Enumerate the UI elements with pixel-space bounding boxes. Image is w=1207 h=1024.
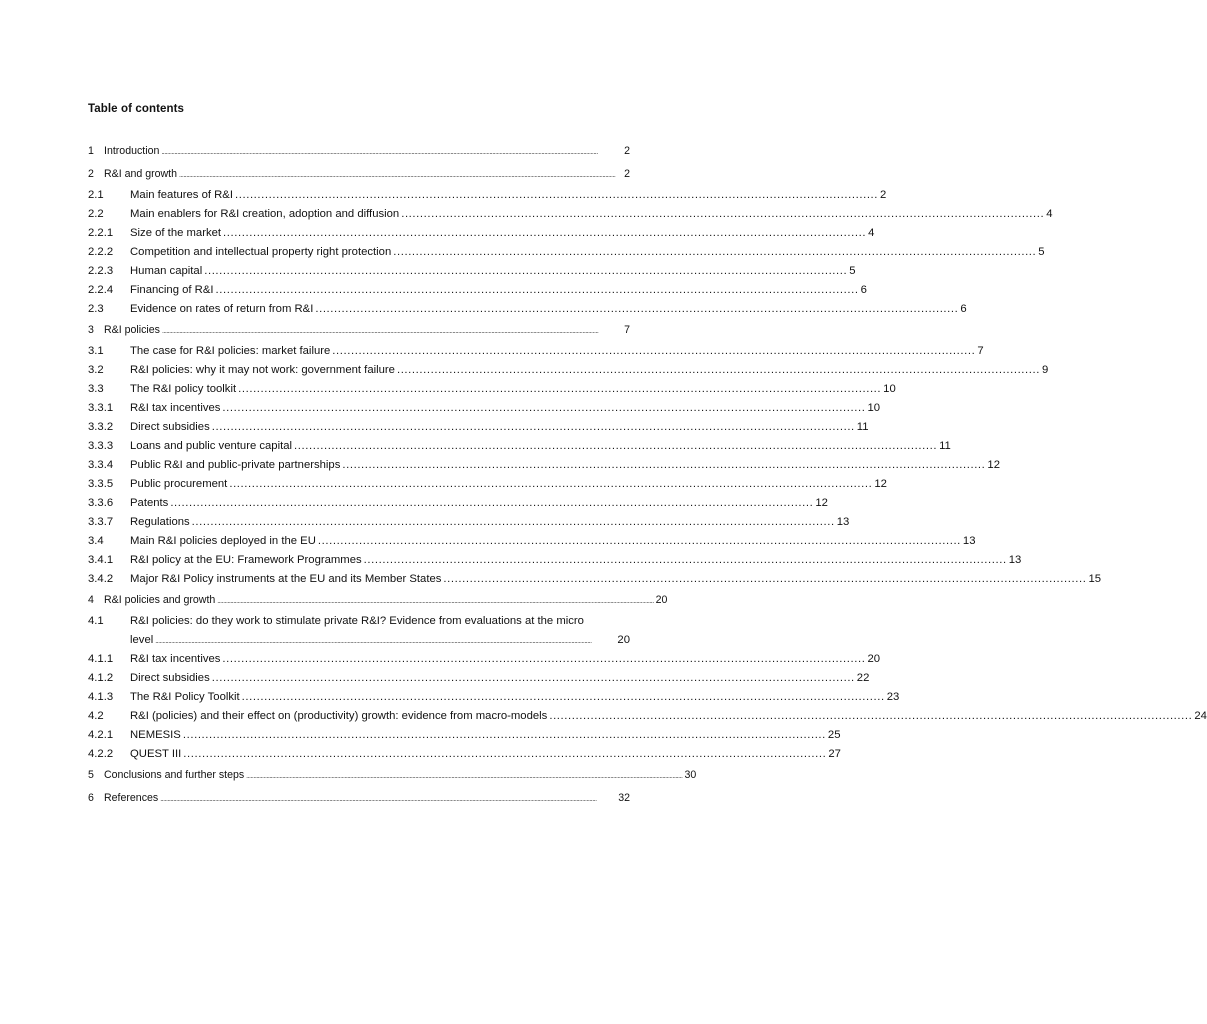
toc-entry-title: Loans and public venture capital: [130, 440, 293, 452]
toc-dot-leader: ............................................................................................................................................................................: [211, 672, 855, 684]
toc-entry-page: 22: [856, 672, 870, 684]
toc-entry-title: Competition and intellectual property right protection: [130, 246, 392, 258]
toc-entry-number: 3.1: [88, 345, 104, 357]
toc-entry-page: 10: [883, 383, 896, 395]
toc-entry-title: Public procurement: [130, 478, 228, 490]
toc-entry-title: NEMESIS: [130, 729, 181, 741]
toc-dot-leader: ..............................................................................................................................................................................................................................................................................................................: [161, 149, 598, 156]
toc-entry-page: 6: [860, 284, 867, 296]
toc-entry-page: 11: [856, 421, 869, 433]
toc-entry[interactable]: [88, 380, 896, 399]
toc-entry-title: Major R&I Policy instruments at the EU and its Member States: [130, 573, 442, 585]
toc-entry[interactable]: [88, 140, 630, 163]
toc-entry-page: 12: [815, 497, 828, 509]
toc-entry-page: 6: [960, 303, 967, 315]
toc-entry-title: R&I policies: do they work to stimulate private R&I? Evidence from evaluations at the micro: [130, 615, 584, 627]
toc-dot-leader: ............................................................................................................................................................................: [396, 364, 1040, 376]
toc-entry-title: R&I and growth: [104, 168, 178, 180]
toc-entry-number: 3.2: [88, 364, 104, 376]
toc-entry-page: 10: [867, 402, 881, 414]
toc-entry-number: 4.1.2: [88, 672, 114, 684]
toc-dot-leader: ............................................................................................................................................................................: [315, 303, 959, 315]
toc-dot-leader: ............................................................................................................................................................................: [204, 265, 848, 277]
toc-entry-title: Main enablers for R&I creation, adoption and diffusion: [130, 208, 400, 220]
toc-entry-page: 24: [1194, 710, 1207, 722]
toc-entry-title: The case for R&I policies: market failure: [130, 345, 331, 357]
toc-entry-number: 3.3.2: [88, 421, 114, 433]
toc-entry-number: 2.3: [88, 303, 104, 315]
toc-dot-leader: ............................................................................................................................................................................: [393, 246, 1037, 258]
toc-entry-page: 11: [939, 440, 951, 452]
toc-entry-page: 27: [828, 748, 841, 760]
toc-entry-title: References: [104, 792, 159, 804]
toc-entry[interactable]: [88, 688, 900, 707]
toc-entry-page: 13: [1008, 554, 1022, 566]
toc-dot-leader: ..............................................................................................................................................................................................................................................................................................................: [179, 172, 616, 179]
toc-entry[interactable]: [88, 224, 875, 243]
toc-entry-number: 4: [88, 594, 94, 606]
toc-entry[interactable]: [88, 787, 630, 810]
toc-entry[interactable]: [88, 764, 697, 787]
toc-entry-title: Direct subsidies: [130, 421, 210, 433]
toc-entry[interactable]: [88, 437, 951, 456]
toc-dot-leader: ..............................................................................................................................................................................................................................................................................................................: [246, 773, 683, 780]
toc-entry-number: 3.3.6: [88, 497, 114, 509]
toc-dot-leader: ............................................................................................................................................................................: [191, 516, 835, 528]
toc-entry-number: 4.1.1: [88, 653, 114, 665]
toc-heading: Table of contents: [88, 103, 185, 115]
toc-dot-leader: ............................................................................................................................................................................: [317, 535, 961, 547]
toc-entry[interactable]: [88, 262, 856, 281]
toc-entry-page: 7: [624, 324, 630, 336]
toc-entry-page: 13: [836, 516, 850, 528]
toc-entry[interactable]: [88, 551, 1022, 570]
toc-entry-number: 5: [88, 769, 94, 781]
toc-entry[interactable]: [88, 186, 887, 205]
toc-entry-title: Human capital: [130, 265, 203, 277]
toc-entry-page: 13: [962, 535, 976, 547]
toc-entry[interactable]: [88, 494, 828, 513]
toc-entry-title: Direct subsidies: [130, 672, 210, 684]
toc-entry-continuation: [130, 631, 630, 651]
toc-entry-number: 3.3.5: [88, 478, 114, 490]
toc-dot-leader: ............................................................................................................................................................................: [211, 421, 855, 433]
toc-dot-leader: ............................................................................................................................................................................: [215, 284, 859, 296]
toc-dot-leader: ............................................................................................................................................................................: [222, 402, 866, 414]
toc-entry-number: 3.3: [88, 383, 104, 395]
toc-entry-number: 4.2: [88, 710, 104, 722]
toc-entry-title: Introduction: [104, 145, 160, 157]
toc-entry-number: 1: [88, 145, 94, 157]
toc-entry[interactable]: [88, 399, 881, 418]
toc-entry-title: Evidence on rates of return from R&I: [130, 303, 314, 315]
toc-entry-title: R&I policies and growth: [104, 594, 216, 606]
toc-entry[interactable]: [88, 475, 887, 494]
toc-entry-title: R&I (policies) and their effect on (productivity) growth: evidence from macro-models: [130, 710, 548, 722]
toc-entry[interactable]: [88, 342, 984, 361]
toc-entry-title: Regulations: [130, 516, 190, 528]
toc-entry[interactable]: [88, 418, 869, 437]
toc-entry-number: 3.3.7: [88, 516, 114, 528]
toc-entry-number: 4.2.1: [88, 729, 114, 741]
toc-entry-title: R&I tax incentives: [130, 653, 221, 665]
toc-entry-title-continued: level: [130, 634, 154, 646]
toc-dot-leader: ............................................................................................................................................................................: [223, 227, 867, 239]
toc-dot-leader: ..............................................................................................................................................................................................................................................................................................................: [155, 638, 592, 645]
toc-entry-number: 2.2.3: [88, 265, 114, 277]
toc-entry-number: 4.1: [88, 615, 104, 627]
toc-entry[interactable]: [88, 361, 1049, 380]
toc-entry-title: Financing of R&I: [130, 284, 214, 296]
toc-entry-page: 20: [617, 634, 630, 646]
toc-dot-leader: ............................................................................................................................................................................: [241, 691, 885, 703]
toc-entry-number: 4.1.3: [88, 691, 114, 703]
toc-entry-title: Patents: [130, 497, 169, 509]
toc-dot-leader: ............................................................................................................................................................................: [363, 554, 1007, 566]
toc-entry-number: 3.3.4: [88, 459, 114, 471]
toc-entry[interactable]: [88, 612, 630, 650]
toc-entry-page: 25: [827, 729, 841, 741]
toc-entry-title: Main features of R&I: [130, 189, 233, 201]
toc-entry-page: 5: [849, 265, 856, 277]
toc-dot-leader: ............................................................................................................................................................................: [183, 748, 827, 760]
toc-entry-page: 20: [655, 594, 668, 606]
toc-entry-title: R&I policies: [104, 324, 160, 336]
toc-entry-page: 2: [624, 145, 630, 157]
toc-entry-page: 20: [867, 653, 881, 665]
toc-entry-number: 2.2.2: [88, 246, 114, 258]
toc-entry-page: 2: [624, 168, 630, 180]
toc-entry-title: R&I policy at the EU: Framework Programmes: [130, 554, 362, 566]
toc-entry-number: 3.4.2: [88, 573, 114, 585]
toc-entry[interactable]: [88, 205, 1053, 224]
toc-dot-leader: ..............................................................................................................................................................................................................................................................................................................: [217, 598, 654, 605]
toc-entry[interactable]: [88, 532, 976, 551]
toc-entry[interactable]: [88, 456, 1000, 475]
toc-entry[interactable]: [88, 669, 870, 688]
toc-dot-leader: ............................................................................................................................................................................: [234, 189, 879, 201]
toc-entry[interactable]: [88, 281, 867, 300]
toc-entry-page: 2: [880, 189, 887, 201]
toc-entry-title: The R&I policy toolkit: [130, 383, 237, 395]
toc-entry-page: 4: [868, 227, 875, 239]
toc-dot-leader: ............................................................................................................................................................................: [238, 383, 882, 395]
toc-dot-leader: ............................................................................................................................................................................: [342, 459, 986, 471]
toc-entry-number: 3.3.3: [88, 440, 114, 452]
toc-entry-title: Size of the market: [130, 227, 222, 239]
toc-entry-number: 2: [88, 168, 94, 180]
toc-entry[interactable]: [88, 300, 967, 319]
toc-dot-leader: ..............................................................................................................................................................................................................................................................................................................: [160, 796, 597, 803]
toc-dot-leader: ............................................................................................................................................................................: [229, 478, 873, 490]
toc-entry-page: 30: [684, 769, 697, 781]
toc-entry-number: 3.4: [88, 535, 104, 547]
toc-entry-page: 4: [1046, 208, 1053, 220]
toc-entry-page: 23: [886, 691, 900, 703]
toc-entry[interactable]: [88, 243, 1045, 262]
toc-entry-page: 5: [1038, 246, 1045, 258]
table-of-contents: [88, 140, 1207, 810]
toc-entry[interactable]: [88, 650, 881, 669]
toc-dot-leader: ............................................................................................................................................................................: [549, 710, 1193, 722]
toc-dot-leader: ............................................................................................................................................................................: [443, 573, 1087, 585]
toc-entry-number: 2.2: [88, 208, 104, 220]
toc-entry-page: 32: [618, 792, 630, 804]
toc-dot-leader: ............................................................................................................................................................................: [294, 440, 938, 452]
toc-entry[interactable]: [88, 589, 668, 612]
toc-entry[interactable]: [88, 745, 841, 764]
toc-entry[interactable]: [88, 707, 1207, 726]
toc-entry-title: Conclusions and further steps: [104, 769, 245, 781]
toc-entry[interactable]: [88, 726, 841, 745]
toc-dot-leader: ............................................................................................................................................................................: [401, 208, 1045, 220]
toc-entry-page: 7: [977, 345, 984, 357]
toc-entry-page: 12: [874, 478, 887, 490]
toc-entry-title: Public R&I and public-private partnerships: [130, 459, 341, 471]
toc-entry-page: 15: [1088, 573, 1102, 585]
toc-entry-page: 9: [1042, 364, 1049, 376]
toc-entry-title: Main R&I policies deployed in the EU: [130, 535, 316, 547]
toc-entry-number: 2.1: [88, 189, 104, 201]
toc-entry-page: 12: [987, 459, 1000, 471]
toc-entry[interactable]: [88, 570, 1102, 589]
toc-entry-number: 3: [88, 324, 94, 336]
toc-dot-leader: ............................................................................................................................................................................: [182, 729, 826, 741]
toc-entry-title: R&I tax incentives: [130, 402, 221, 414]
toc-entry-title: The R&I Policy Toolkit: [130, 691, 240, 703]
toc-dot-leader: ............................................................................................................................................................................: [170, 497, 814, 509]
toc-entry-title: QUEST III: [130, 748, 182, 760]
toc-entry-number: 3.3.1: [88, 402, 114, 414]
toc-entry[interactable]: [88, 163, 630, 186]
toc-entry-title: R&I policies: why it may not work: government failure: [130, 364, 395, 376]
toc-entry-number: 6: [88, 792, 94, 804]
toc-dot-leader: ............................................................................................................................................................................: [222, 653, 866, 665]
toc-entry-number: 2.2.4: [88, 284, 114, 296]
toc-dot-leader: ..............................................................................................................................................................................................................................................................................................................: [161, 328, 599, 335]
toc-entry-number: 3.4.1: [88, 554, 114, 566]
toc-entry[interactable]: [88, 319, 630, 342]
toc-entry-number: 2.2.1: [88, 227, 114, 239]
toc-entry-number: 4.2.2: [88, 748, 114, 760]
toc-dot-leader: ............................................................................................................................................................................: [332, 345, 976, 357]
toc-entry[interactable]: [88, 513, 850, 532]
